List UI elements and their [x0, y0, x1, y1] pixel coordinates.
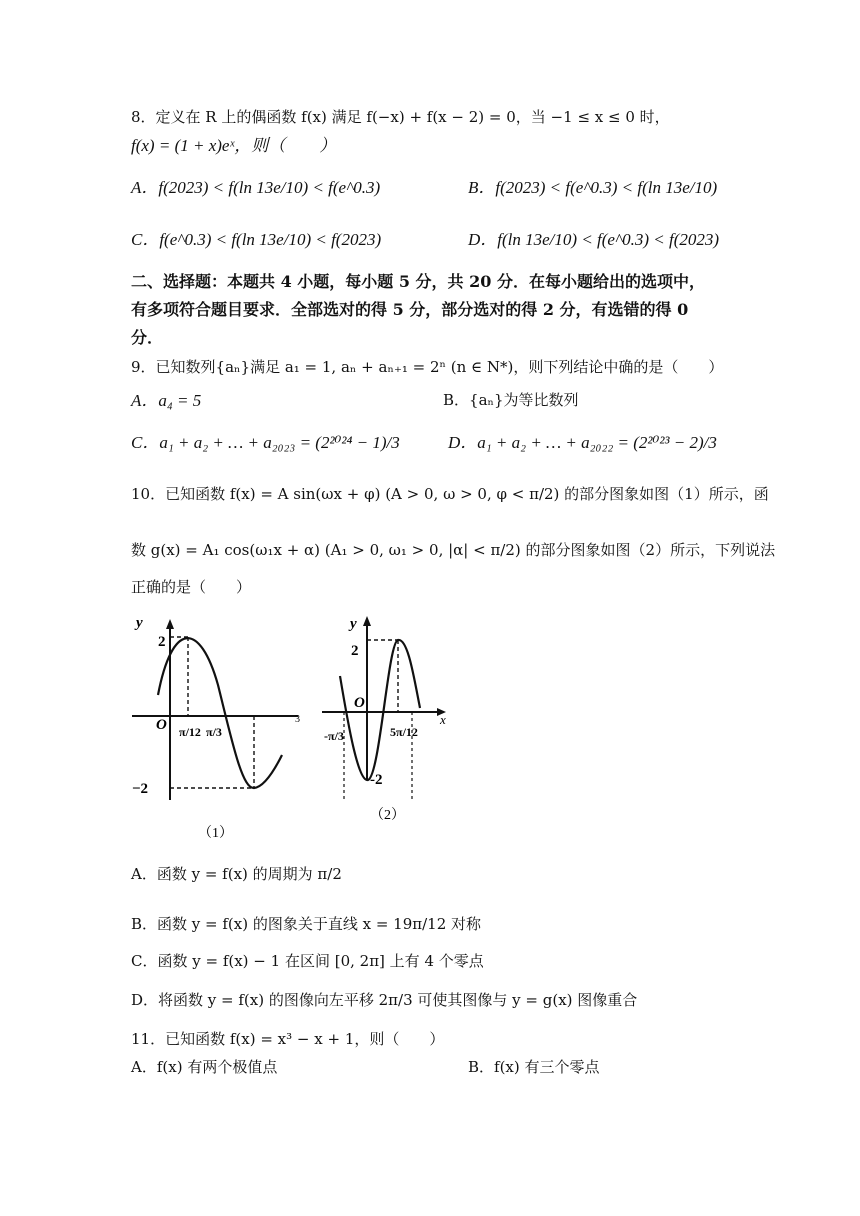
q11-stem: 11．已知函数 f(x) = x³ − x + 1，则（ ） [131, 1030, 445, 1048]
fig2-xneg-label: -π/3 [324, 729, 344, 743]
fig1-ymin-label: −2 [132, 781, 149, 797]
fig2-ymax-label: 2 [351, 643, 359, 659]
q8-option-c: C．f(e^0.3) < f(ln 13e/10) < f(2023) [131, 230, 382, 249]
q9-option-a: A．a₄ = 5 [131, 391, 202, 410]
fig1-xend-label: 3 [295, 714, 300, 725]
figure-2-cosine-graph [318, 612, 463, 827]
q11-option-b: B．f(x) 有三个零点 [468, 1058, 600, 1076]
q8-stem-line2: f(x) = (1 + x)eˣ，则（ ） [131, 136, 337, 155]
fig1-caption: （1） [198, 826, 233, 841]
q8-option-b: B．f(2023) < f(e^0.3) < f(ln 13e/10) [468, 178, 718, 197]
q10-option-a: A．函数 y = f(x) 的周期为 π/2 [131, 865, 342, 883]
fig2-curve [340, 640, 420, 780]
section2-line1: 二、选择题：本题共 4 小题，每小题 5 分，共 20 分．在每小题给出的选项中， [131, 272, 705, 291]
q11-option-a: A．f(x) 有两个极值点 [131, 1058, 278, 1076]
q9-option-c: C．a₁ + a₂ + … + a₂₀₂₃ = (2²⁰²⁴ − 1)/3 [131, 433, 400, 452]
fig1-x1-label: π/12 [179, 725, 201, 739]
figure-1-sine-graph [128, 615, 313, 845]
section2-line3: 分． [131, 328, 164, 347]
fig2-caption: （2） [370, 808, 405, 823]
q9-stem: 9．已知数列{aₙ}满足 a₁ = 1, aₙ + aₙ₊₁ = 2ⁿ (n ∈ N*)，则下列结论中确的是（ ） [131, 358, 724, 376]
fig1-ymax-label: 2 [158, 634, 166, 650]
q9-option-d: D．a₁ + a₂ + … + a₂₀₂₂ = (2²⁰²³ − 2)/3 [448, 433, 717, 452]
fig2-origin-label: O [354, 695, 365, 711]
fig2-y-label: y [350, 616, 357, 632]
fig2-ymin-label: -2 [370, 772, 383, 788]
q10-stem-line2: 数 g(x) = A₁ cos(ω₁x + α) (A₁ > 0, ω₁ > 0, |α| < π/2) 的部分图象如图（2）所示，下列说法 [131, 541, 776, 559]
fig1-x2-label: π/3 [206, 725, 222, 739]
q8-option-a: A．f(2023) < f(ln 13e/10) < f(e^0.3) [131, 178, 381, 197]
q10-stem-line3: 正确的是（ ） [131, 578, 252, 596]
q8-stem-line1: 8．定义在 R 上的偶函数 f(x) 满足 f(−x) + f(x − 2) = 0，当 −1 ≤ x ≤ 0 时， [131, 108, 670, 126]
q10-option-d: D．将函数 y = f(x) 的图像向左平移 2π/3 可使其图像与 y = g(x) 图像重合 [131, 991, 638, 1009]
q10-option-b: B．函数 y = f(x) 的图象关于直线 x = 19π/12 对称 [131, 915, 482, 933]
q8-option-d: D．f(ln 13e/10) < f(e^0.3) < f(2023) [468, 230, 720, 249]
fig2-y-arrow [363, 616, 371, 626]
fig2-xpos-label: 5π/12 [390, 725, 418, 739]
fig1-origin-label: O [156, 717, 167, 733]
section2-line2: 有多项符合题目要求．全部选对的得 5 分，部分选对的得 2 分，有选错的得 0 [131, 300, 689, 319]
q10-option-c: C．函数 y = f(x) − 1 在区间 [0, 2π] 上有 4 个零点 [131, 952, 484, 970]
q9-option-b: B．{aₙ}为等比数列 [443, 391, 579, 409]
fig1-y-label: y [136, 615, 143, 631]
fig2-x-label: x [440, 712, 446, 727]
fig1-curve [158, 638, 282, 788]
q10-stem-line1: 10．已知函数 f(x) = A sin(ωx + φ) (A > 0, ω > 0, φ < π/2) 的部分图象如图（1）所示，函 [131, 485, 769, 503]
fig1-y-arrow [166, 619, 174, 629]
